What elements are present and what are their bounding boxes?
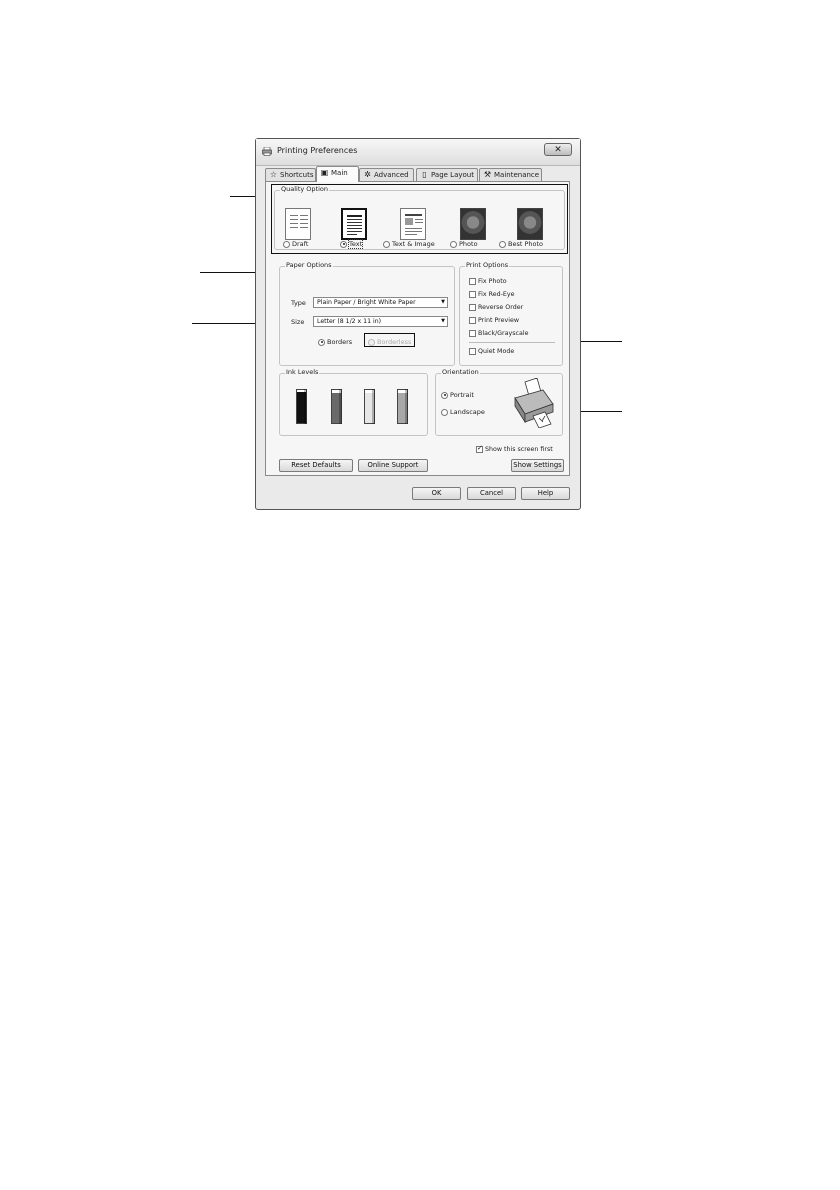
checkbox-label: Fix Red-Eye: [478, 291, 515, 298]
chevron-down-icon: ▼: [441, 299, 445, 305]
ink-cartridge-dark-gray: [331, 389, 342, 424]
checkbox-print-preview[interactable]: [469, 317, 519, 325]
printer-icon: ▣: [320, 168, 329, 177]
radio-label: Borderless: [377, 338, 412, 346]
checkbox-reverse-order[interactable]: [469, 304, 523, 312]
borderless-radio: [368, 338, 411, 346]
page-icon: ▯: [422, 170, 427, 179]
checkbox[interactable]: [469, 317, 476, 324]
help-button[interactable]: Help: [521, 487, 570, 500]
quality-radio-text[interactable]: [340, 240, 362, 248]
checkbox[interactable]: [476, 446, 483, 453]
checkbox[interactable]: [469, 278, 476, 285]
checkbox[interactable]: [469, 291, 476, 298]
radio-button[interactable]: [318, 339, 325, 346]
quality-radio-best-photo[interactable]: [499, 240, 543, 248]
online-support-button[interactable]: Online Support: [358, 459, 428, 472]
checkbox-label: Reverse Order: [478, 304, 524, 311]
ink-cartridge-black: [296, 389, 307, 424]
radio-label: Text: [349, 240, 363, 248]
radio-label: Best Photo: [508, 240, 544, 248]
group-label: Orientation: [442, 368, 479, 376]
radio-label: Photo: [459, 240, 478, 248]
tab-page-layout[interactable]: [416, 168, 478, 181]
quality-option-group: [274, 185, 565, 250]
radio-button[interactable]: [441, 392, 448, 399]
size-label: Size: [291, 318, 305, 326]
tab-shortcuts[interactable]: [265, 168, 316, 181]
checkbox-label: Show this screen first: [485, 446, 553, 453]
tab-main[interactable]: [316, 166, 359, 182]
tab-label: Shortcuts: [280, 171, 314, 179]
chevron-down-icon: ▼: [441, 318, 445, 324]
portrait-radio[interactable]: [441, 391, 474, 399]
window-title: Printing Preferences: [277, 146, 358, 155]
printer-icon: [262, 147, 272, 156]
title-bar[interactable]: [256, 139, 580, 166]
checkbox[interactable]: [469, 348, 476, 355]
checkbox-black-grayscale[interactable]: [469, 330, 528, 338]
checkbox-label: Quiet Mode: [478, 348, 515, 355]
radio-button: [368, 339, 375, 346]
checkbox[interactable]: [469, 330, 476, 337]
dropdown-value: Letter (8 1/2 x 11 in): [317, 318, 382, 325]
close-icon: ✕: [554, 145, 562, 155]
checkbox-label: Print Preview: [478, 317, 519, 324]
gear-icon: ✲: [364, 170, 371, 179]
radio-label: Text & Image: [392, 240, 435, 248]
radio-button[interactable]: [499, 241, 506, 248]
main-tab-panel: [265, 181, 570, 476]
ink-cartridge-medium-gray: [397, 389, 408, 424]
printing-preferences-dialog: [255, 138, 581, 510]
checkbox-show-screen-first[interactable]: [476, 446, 553, 454]
show-settings-button[interactable]: Show Settings: [511, 459, 564, 472]
paper-size-dropdown[interactable]: [313, 316, 448, 327]
radio-label: Landscape: [450, 408, 485, 416]
print-options-group: [459, 261, 563, 366]
ink-cartridge-light: [364, 389, 375, 424]
photo-icon: [460, 208, 486, 240]
tab-advanced[interactable]: [359, 168, 414, 181]
ink-levels-group: [279, 368, 428, 436]
radio-button[interactable]: [283, 241, 290, 248]
checkbox-quiet-mode[interactable]: [469, 348, 514, 356]
tab-maintenance[interactable]: [479, 168, 542, 181]
radio-label: Portrait: [450, 391, 474, 399]
printer-illustration-icon: [509, 378, 557, 428]
orientation-group: [435, 368, 563, 436]
landscape-radio[interactable]: [441, 408, 485, 416]
tab-label: Maintenance: [494, 171, 540, 179]
radio-button[interactable]: [441, 409, 448, 416]
close-button[interactable]: [544, 143, 572, 156]
radio-button[interactable]: [340, 241, 347, 248]
dropdown-value: Plain Paper / Bright White Paper: [317, 299, 416, 306]
tab-label: Page Layout: [431, 171, 474, 179]
ok-button[interactable]: OK: [412, 487, 461, 500]
draft-document-icon: [285, 208, 311, 240]
quality-radio-text-image[interactable]: [383, 240, 435, 248]
text-document-icon: [341, 208, 367, 240]
radio-button[interactable]: [450, 241, 457, 248]
cancel-button[interactable]: Cancel: [467, 487, 516, 500]
wrench-icon: ⚒: [483, 170, 492, 179]
borders-radio[interactable]: [318, 338, 352, 346]
checkbox[interactable]: [469, 304, 476, 311]
radio-label: Borders: [327, 338, 353, 346]
paper-type-dropdown[interactable]: [313, 297, 448, 308]
tab-label: Advanced: [374, 171, 409, 179]
type-label: Type: [291, 299, 306, 307]
radio-button[interactable]: [383, 241, 390, 248]
separator: [469, 342, 555, 343]
best-photo-icon: [517, 208, 543, 240]
group-label: Print Options: [466, 261, 509, 269]
tab-label: Main: [331, 169, 348, 177]
star-icon: ☆: [269, 170, 278, 179]
radio-label: Draft: [292, 240, 309, 248]
reset-defaults-button[interactable]: Reset Defaults: [279, 459, 353, 472]
paper-options-group: [279, 261, 455, 366]
checkbox-fix-red-eye[interactable]: [469, 291, 514, 299]
checkbox-label: Fix Photo: [478, 278, 507, 285]
group-label: Ink Levels: [286, 368, 319, 376]
quality-radio-photo[interactable]: [450, 240, 478, 248]
group-label: Quality Option: [281, 185, 328, 193]
group-label: Paper Options: [286, 261, 332, 269]
checkbox-fix-photo[interactable]: [469, 278, 507, 286]
quality-radio-draft[interactable]: [283, 240, 308, 248]
text-image-document-icon: [400, 208, 426, 240]
checkbox-label: Black/Grayscale: [478, 330, 529, 337]
